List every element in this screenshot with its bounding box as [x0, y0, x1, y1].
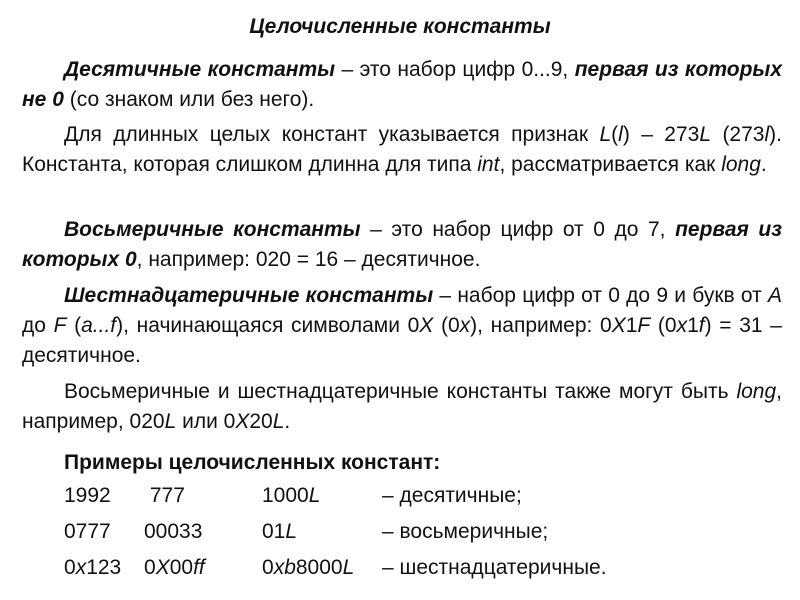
text-segment: до [22, 314, 54, 337]
text-segment: – это набор цифр 0...9, [335, 58, 575, 81]
text-segment: – набор цифр от 0 до 9 и букв от [433, 284, 768, 307]
text-italic: F [637, 314, 651, 337]
text-italic: x [676, 314, 688, 337]
paragraph-decimal-constants [22, 55, 782, 115]
text-italic: X [419, 314, 434, 337]
text-segment: 1 [625, 314, 638, 337]
text-segment: Для длинных целых констант указывается признак [64, 123, 600, 146]
text-segment: , рассматривается как [499, 153, 722, 176]
text-segment: ), начинающаяся символами 0 [116, 314, 420, 337]
text-italic: l [764, 123, 770, 146]
example-row-hex [64, 553, 784, 583]
text-segment: – это набор цифр от 0 до 7, [360, 218, 676, 241]
example-value-part: 0 [64, 556, 76, 579]
text-italic: x [459, 314, 471, 337]
example-value: 00033 [144, 520, 203, 543]
paragraph-hex-constants [22, 281, 782, 371]
text-segment: ( [66, 314, 82, 337]
text-segment: ). Константа, которая слишком длинна для типа [22, 123, 782, 176]
text-segment: ) = 31 – десятичное. [22, 314, 782, 367]
text-italic: F [53, 314, 67, 337]
example-value-part: 0 [144, 556, 156, 579]
text-italic: int [477, 153, 500, 176]
text-italic: L [699, 123, 712, 146]
example-value-part: 1000 [262, 484, 309, 507]
text-italic: A [767, 284, 782, 307]
example-value-part: 123 [86, 556, 122, 579]
example-value-part: x [75, 556, 87, 579]
example-value [262, 553, 354, 583]
text-italic: X [611, 314, 626, 337]
text-segment: Восьмеричные и шестнадцатеричные константы также могут быть [64, 380, 737, 403]
term-octal-constants: Восьмеричные константы [64, 218, 361, 241]
example-value-part: ff [193, 556, 205, 579]
example-value [64, 553, 121, 583]
text-italic: L [272, 410, 285, 433]
text-segment: 1 [687, 314, 699, 337]
text-segment: , например: 020 = 16 – десятичное. [136, 248, 481, 271]
text-italic: l [618, 123, 623, 146]
example-row-octal [64, 517, 784, 547]
example-description: – восьмеричные; [382, 520, 549, 543]
text-italic: L [164, 410, 177, 433]
text-segment: 20 [249, 410, 273, 433]
text-italic: a...f [81, 314, 117, 337]
text-segment: (273 [711, 123, 765, 146]
text-segment: ) – 273 [622, 123, 700, 146]
example-value: 1992 [64, 484, 111, 507]
text-segment: ( [611, 123, 619, 146]
example-value-part: X [155, 556, 170, 579]
example-value: 0777 [64, 520, 111, 543]
example-value-part: xb [273, 556, 296, 579]
term-decimal-constants: Десятичные константы [64, 58, 336, 81]
text-segment: ), например: 0 [470, 314, 612, 337]
text-segment: (со знаком или без него). [63, 88, 315, 111]
text-italic: X [235, 410, 250, 433]
text-italic: long [736, 380, 777, 403]
term-hex-constants: Шестнадцатеричные константы [64, 284, 434, 307]
example-value-part: 00 [169, 556, 194, 579]
example-value-part: 01 [262, 520, 286, 543]
example-value-part: L [308, 484, 321, 507]
page-title: Целочисленные константы [249, 15, 551, 38]
paragraph-octal-constants [22, 215, 782, 275]
text-segment: , например, 020 [22, 380, 782, 433]
text-segment: или 0 [176, 410, 236, 433]
example-value-part: L [285, 520, 298, 543]
example-value-part: 8000 [295, 556, 343, 579]
paragraph-long-constants [22, 120, 782, 180]
text-italic: long [721, 153, 761, 176]
paragraph-long-octal-hex [22, 377, 782, 437]
text-segment: (0 [433, 314, 460, 337]
example-value [262, 481, 320, 511]
example-value-part: L [342, 556, 355, 579]
text-segment: . [760, 153, 767, 176]
example-value [144, 553, 205, 583]
example-row-decimal [64, 481, 784, 511]
example-value [262, 517, 297, 547]
text-segment: (0 [650, 314, 677, 337]
text-italic: f [698, 314, 705, 337]
text-segment: . [284, 410, 291, 433]
example-value: 777 [144, 484, 185, 507]
example-description: – десятичные; [382, 484, 522, 507]
emphasis-first-not-zero: первая из которых не 0 [22, 58, 783, 111]
examples-heading: Примеры целочисленных констант: [64, 451, 441, 474]
emphasis-first-zero: первая из которых 0 [22, 218, 782, 271]
text-italic: L [599, 123, 612, 146]
example-description: – шестнадцатеричные. [382, 556, 607, 579]
example-value-part: 0 [262, 556, 274, 579]
